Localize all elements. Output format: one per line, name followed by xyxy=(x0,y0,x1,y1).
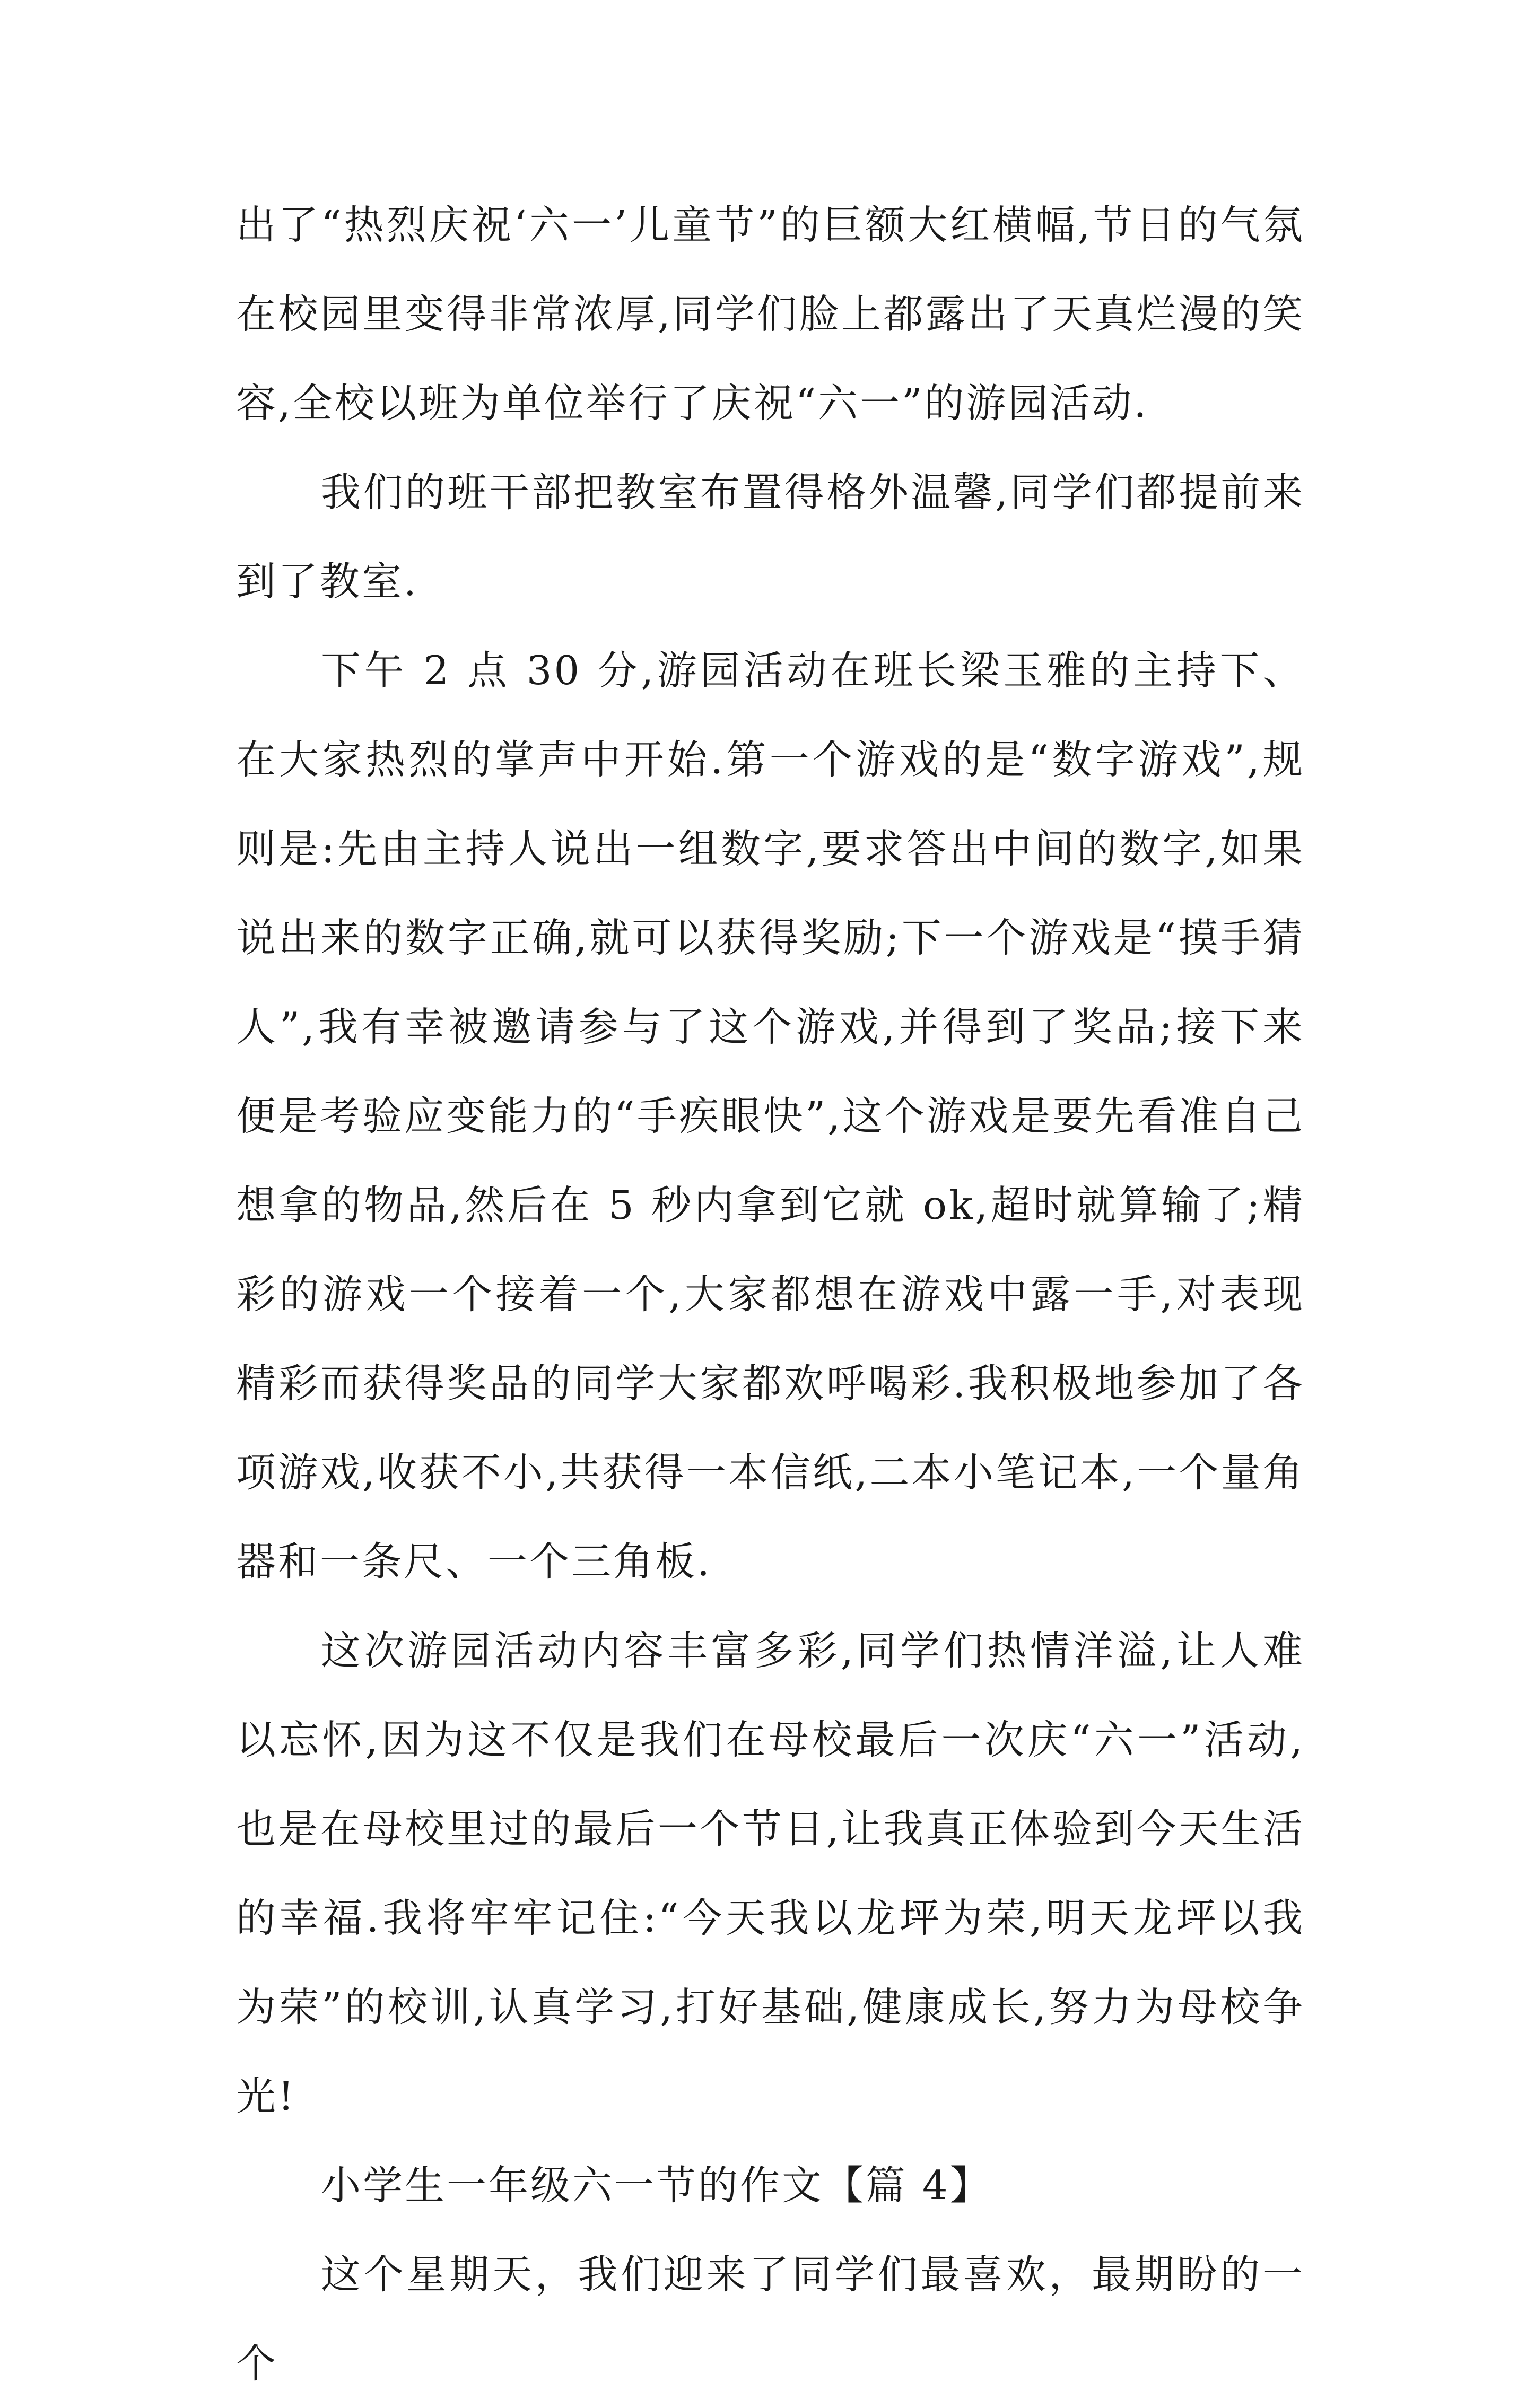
section-heading: 小学生一年级六一节的作文【篇 4】 xyxy=(321,2162,992,2209)
paragraph-continued: 出了“热烈庆祝‘六一’儿童节”的巨额大红横幅,节日的气氛在校园里变得非常浓厚,同学们脸上都露出了天真烂漫的笑容,全校以班为单位举行了庆祝“六一”的游园活动. xyxy=(236,202,1305,426)
paragraph: 这个星期天，我们迎来了同学们最喜欢，最期盼的一个 xyxy=(236,2251,1305,2387)
paragraph: 我们的班干部把教室布置得格外温馨,同学们都提前来到了教室. xyxy=(236,469,1305,605)
paragraph: 这次游园活动内容丰富多彩,同学们热情洋溢,让人难以忘怀,因为这不仅是我们在母校最后一次庆“六一”活动,也是在母校里过的最后一个节日,让我真正体验到今天生活的幸福.我将牢牢记住:“今天我以龙坪为荣,明天龙坪以我为荣”的校训,认真学习,打好基础,健康成长,努力为母校争光! xyxy=(236,1627,1305,2119)
paragraph: 下午 2 点 30 分,游园活动在班长梁玉雅的主持下、在大家热烈的掌声中开始.第一个游戏的是“数字游戏”,规则是:先由主持人说出一组数字,要求答出中间的数字,如果说出来的数字正确,就可以获得奖励;下一个游戏是“摸手猜人”,我有幸被邀请参与了这个游戏,并得到了奖品;接下来便是考验应变能力的“手疾眼快”,这个游戏是要先看准自己想拿的物品,然后在 5 秒内拿到它就 ok,超时就算输了;精彩的游戏一个接着一个,大家都想在游戏中露一手,对表现精彩而获得奖品的同学大家都欢呼喝彩.我积极地参加了各项游戏,收获不小,共获得一本信纸,二本小笔记本,一个量角器和一条尺、一个三角板. xyxy=(236,647,1305,1585)
article-body xyxy=(236,180,1305,2408)
